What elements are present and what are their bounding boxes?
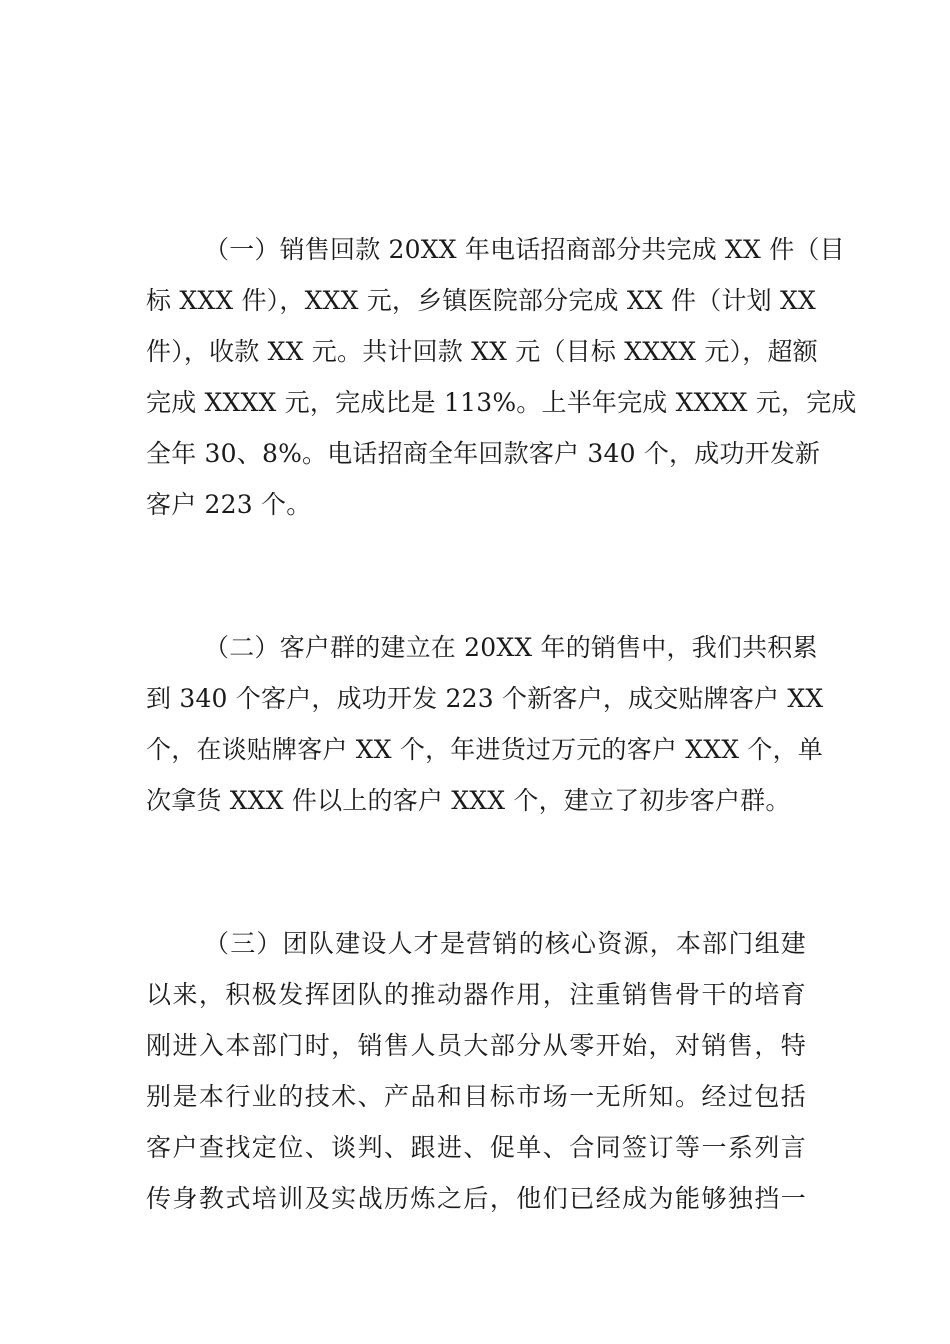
text-line: （一）销售回款 20XX 年电话招商部分共完成 XX 件（目: [204, 235, 845, 264]
text-line: 刚进入本部门时，销售人员大部分从零开始，对销售，特: [146, 1031, 806, 1060]
text-line: 客户 223 个。: [146, 490, 312, 519]
text-line: 标 XXX 件），XXX 元，乡镇医院部分完成 XX 件（计划 XX: [146, 286, 816, 315]
text-line: （三）团队建设人才是营销的核心资源，本部门组建: [204, 929, 806, 958]
text-line: 件），收款 XX 元。共计回款 XX 元（目标 XXXX 元），超额: [146, 337, 818, 366]
text-line: 次拿货 XXX 件以上的客户 XXX 个，建立了初步客户群。: [146, 786, 791, 815]
text-line: 以来，积极发挥团队的推动器作用，注重销售骨干的培育: [146, 980, 806, 1009]
text-line: 客户查找定位、谈判、跟进、促单、合同签订等一系列言: [146, 1133, 806, 1162]
paragraph-team-building: [146, 918, 806, 1224]
text-line: 传身教式培训及实战历炼之后，他们已经成为能够独挡一: [146, 1184, 806, 1213]
text-line: 别是本行业的技术、产品和目标市场一无所知。经过包括: [146, 1082, 806, 1111]
text-line: 完成 XXXX 元，完成比是 113%。上半年完成 XXXX 元，完成: [146, 388, 857, 417]
paragraph-sales-collection: [146, 224, 857, 530]
paragraph-customer-group: [146, 622, 824, 826]
text-line: 到 340 个客户，成功开发 223 个新客户，成交贴牌客户 XX: [146, 684, 824, 713]
text-line: （二）客户群的建立在 20XX 年的销售中，我们共积累: [204, 633, 818, 662]
text-line: 个，在谈贴牌客户 XX 个，年进货过万元的客户 XXX 个，单: [146, 735, 823, 764]
text-line: 全年 30、8%。电话招商全年回款客户 340 个，成功开发新: [146, 439, 821, 468]
